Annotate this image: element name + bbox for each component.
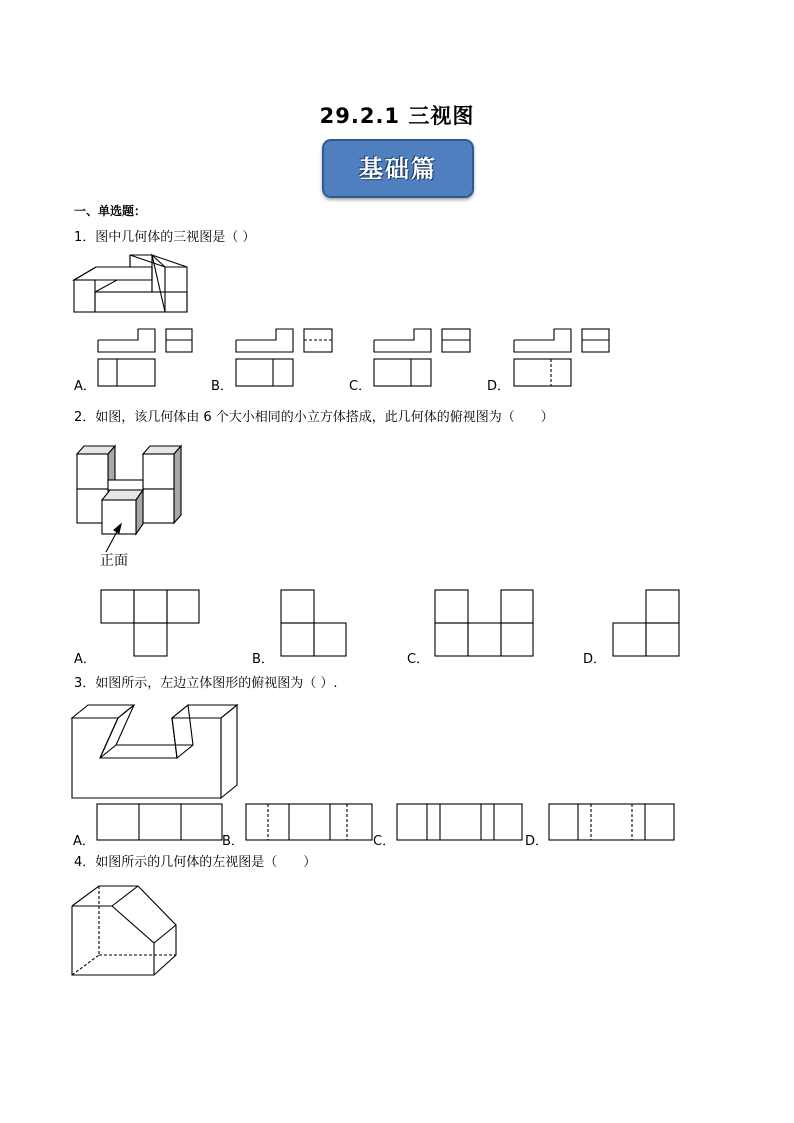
q1-option-b[interactable]: B． — [211, 379, 233, 394]
q2-option-a[interactable]: A． — [74, 652, 96, 667]
q3-option-d[interactable]: D． — [525, 834, 549, 849]
q2-option-c[interactable]: C． — [407, 652, 430, 667]
question-3-text: 3．如图所示，左边立体图形的俯视图为（ ）. — [74, 676, 338, 691]
badge-label: 基础篇 — [359, 154, 437, 183]
q3-option-a[interactable]: A． — [73, 834, 95, 849]
q2-option-b[interactable]: B． — [252, 652, 274, 667]
q2-option-d[interactable]: D． — [583, 652, 607, 667]
section-heading: 一、单选题： — [74, 204, 147, 218]
question-4-text: 4．如图所示的几何体的左视图是（ ） — [74, 855, 317, 870]
front-label: 正面 — [100, 553, 128, 569]
q3-option-b[interactable]: B． — [222, 834, 244, 849]
q1-option-c[interactable]: C． — [349, 379, 372, 394]
q1-option-d[interactable]: D． — [487, 379, 511, 394]
q3-option-c[interactable]: C． — [373, 834, 396, 849]
page-title: 29.2.1 三视图 — [319, 104, 475, 128]
q1-option-a[interactable]: A． — [74, 379, 96, 394]
question-2-text: 2．如图，该几何体由 6 个大小相同的小立方体搭成，此几何体的俯视图为（ ） — [74, 410, 554, 425]
question-1-text: 1．图中几何体的三视图是（ ） — [74, 230, 256, 245]
